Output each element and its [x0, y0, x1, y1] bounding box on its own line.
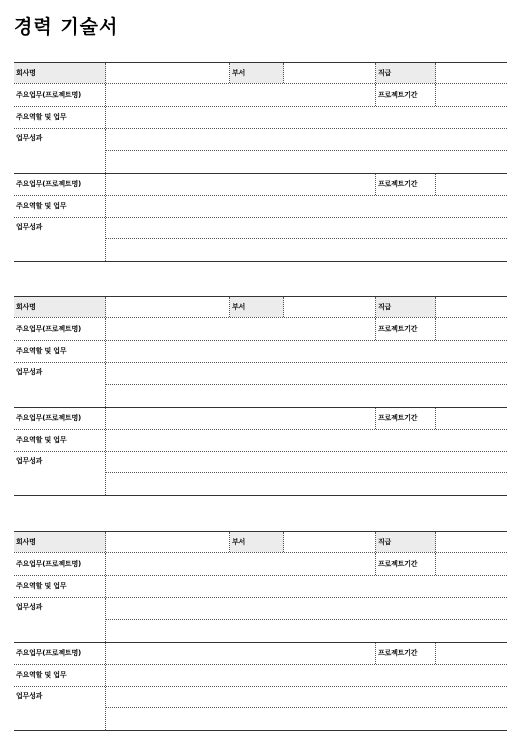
- period-field[interactable]: [436, 553, 507, 575]
- dept-label: 부서: [230, 63, 284, 83]
- role-row: [14, 576, 507, 598]
- role-row: [14, 107, 507, 129]
- project-field[interactable]: [106, 643, 376, 664]
- period-label: 프로젝트기간: [376, 318, 436, 340]
- result-label: 업무성과: [14, 452, 106, 495]
- result-field-1[interactable]: [106, 687, 507, 708]
- position-field[interactable]: [436, 532, 507, 552]
- role-label: 주요역할 및 업무: [14, 196, 106, 217]
- project-field[interactable]: [106, 408, 376, 429]
- project-field[interactable]: [106, 318, 376, 340]
- role-label: 주요역할 및 업무: [14, 107, 106, 128]
- result-label: 업무성과: [14, 687, 106, 730]
- role-label: 주요역할 및 업무: [14, 576, 106, 597]
- dept-field[interactable]: [284, 532, 376, 552]
- dept-field[interactable]: [284, 297, 376, 317]
- project-label: 주요업무(프로젝트명): [14, 553, 106, 575]
- result-row: [14, 687, 507, 731]
- company-row: [14, 531, 507, 553]
- role-field[interactable]: [106, 107, 507, 128]
- project-row: [14, 642, 507, 665]
- result-row: [14, 452, 507, 496]
- period-label: 프로젝트기간: [376, 408, 436, 429]
- period-label: 프로젝트기간: [376, 553, 436, 575]
- role-row: [14, 665, 507, 687]
- project-row: [14, 318, 507, 341]
- project-field[interactable]: [106, 84, 376, 106]
- company-label: 회사명: [14, 532, 106, 552]
- project-label: 주요업무(프로젝트명): [14, 174, 106, 195]
- company-label: 회사명: [14, 297, 106, 317]
- company-row: [14, 62, 507, 84]
- project-row: [14, 407, 507, 430]
- result-field-2[interactable]: [106, 240, 507, 261]
- period-field[interactable]: [436, 408, 507, 429]
- dept-label: 부서: [230, 297, 284, 317]
- role-field[interactable]: [106, 665, 507, 686]
- period-label: 프로젝트기간: [376, 84, 436, 106]
- project-label: 주요업무(프로젝트명): [14, 318, 106, 340]
- career-block: [14, 62, 507, 262]
- company-field[interactable]: [106, 63, 230, 83]
- result-field-1[interactable]: [106, 218, 507, 239]
- project-label: 주요업무(프로젝트명): [14, 643, 106, 664]
- position-label: 직급: [376, 297, 436, 317]
- result-row: [14, 218, 507, 262]
- position-field[interactable]: [436, 297, 507, 317]
- role-field[interactable]: [106, 576, 507, 597]
- result-label: 업무성과: [14, 598, 106, 642]
- dept-field[interactable]: [284, 63, 376, 83]
- position-label: 직급: [376, 63, 436, 83]
- company-row: [14, 296, 507, 318]
- role-row: [14, 196, 507, 218]
- period-label: 프로젝트기간: [376, 174, 436, 195]
- result-field-1[interactable]: [106, 452, 507, 473]
- result-field-1[interactable]: [106, 129, 507, 151]
- result-label: 업무성과: [14, 129, 106, 173]
- position-label: 직급: [376, 532, 436, 552]
- result-row: [14, 363, 507, 407]
- company-field[interactable]: [106, 297, 230, 317]
- career-block: [14, 296, 507, 496]
- role-field[interactable]: [106, 430, 507, 451]
- result-field-2[interactable]: [106, 474, 507, 495]
- period-field[interactable]: [436, 84, 507, 106]
- period-field[interactable]: [436, 174, 507, 195]
- period-field[interactable]: [436, 643, 507, 664]
- result-field-1[interactable]: [106, 363, 507, 385]
- result-field-2[interactable]: [106, 385, 507, 407]
- position-field[interactable]: [436, 63, 507, 83]
- project-row: [14, 84, 507, 107]
- period-label: 프로젝트기간: [376, 643, 436, 664]
- result-field-2[interactable]: [106, 151, 507, 173]
- project-row: [14, 173, 507, 196]
- dept-label: 부서: [230, 532, 284, 552]
- company-label: 회사명: [14, 63, 106, 83]
- role-label: 주요역할 및 업무: [14, 665, 106, 686]
- role-field[interactable]: [106, 196, 507, 217]
- company-field[interactable]: [106, 532, 230, 552]
- result-row: [14, 129, 507, 173]
- project-row: [14, 553, 507, 576]
- result-field-1[interactable]: [106, 598, 507, 620]
- project-label: 주요업무(프로젝트명): [14, 84, 106, 106]
- result-label: 업무성과: [14, 218, 106, 261]
- period-field[interactable]: [436, 318, 507, 340]
- project-field[interactable]: [106, 553, 376, 575]
- project-field[interactable]: [106, 174, 376, 195]
- role-label: 주요역할 및 업무: [14, 430, 106, 451]
- role-label: 주요역할 및 업무: [14, 341, 106, 362]
- page-title: 경력 기술서: [14, 16, 119, 38]
- role-row: [14, 430, 507, 452]
- result-row: [14, 598, 507, 642]
- role-field[interactable]: [106, 341, 507, 362]
- result-field-2[interactable]: [106, 709, 507, 730]
- result-field-2[interactable]: [106, 620, 507, 642]
- role-row: [14, 341, 507, 363]
- result-label: 업무성과: [14, 363, 106, 407]
- career-block: [14, 531, 507, 731]
- project-label: 주요업무(프로젝트명): [14, 408, 106, 429]
